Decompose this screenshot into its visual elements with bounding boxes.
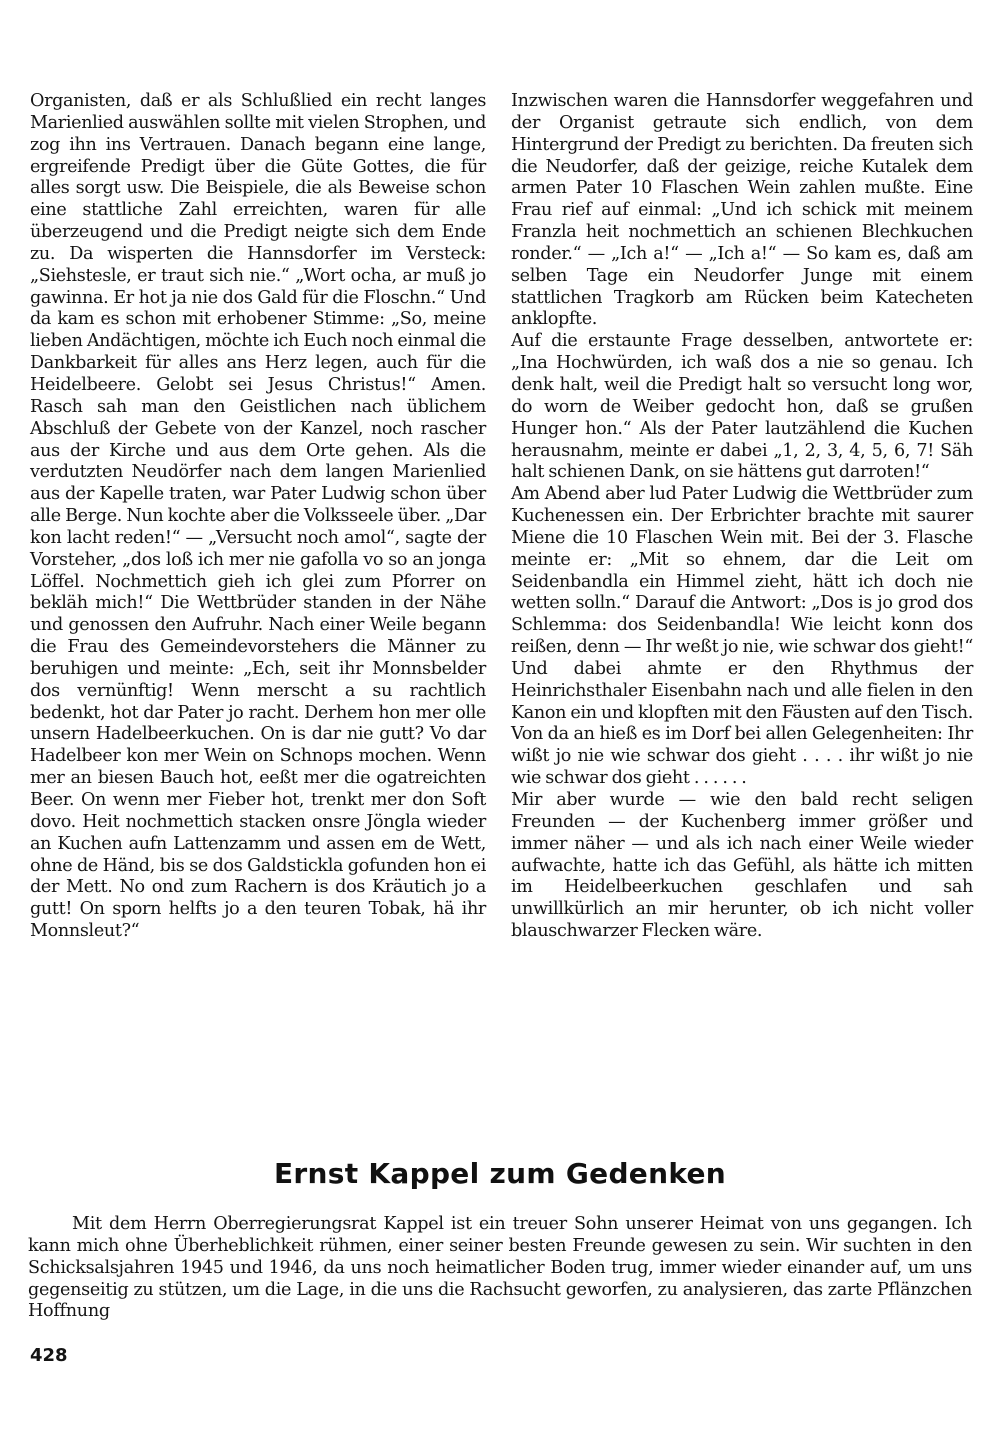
right-column-paragraph: Inzwischen waren die Hannsdorfer weggefahren und der Organist getraute sich endlich, von dem Hintergrund der Predigt zu berichten. Da freuten sich die Neudorfer, daß der geizige, reiche Kutalek dem armen Pater 10 Flaschen Wein zahlen mußte. Eine Frau rief auf einmal: „Und ich schick mit meinem Franzla heit nochmettich an schienen Blechkuchen ronder.“ — „Ich a!“ — „Ich a!“ — So kam es, daß am selben Tage ein Neudorfer Junge mit einem stattlichen Tragkorb am Rücken beim Katecheten anklopfte. — [511, 91, 973, 330]
right-column-paragraph: Mir aber wurde — wie den bald recht seligen Freunden — der Kuchenberg immer größer und immer näher — und als ich nach einer Weile wieder aufwachte, hatte ich das Gefühl, als hätte ich mitten im Heidelbeerkuchen geschlafen und sah unwillkürlich an mir herunter, ob ich nicht voller blauschwarzer Flecken wäre. — [511, 790, 973, 942]
article-title: Ernst Kappel zum Gedenken — [273, 1157, 727, 1190]
left-column-paragraph: Organisten, daß er als Schlußlied ein recht langes Marienlied auswählen sollte mit vielen Strophen, und zog ihn ins Vertrauen. Danach begann eine lange, ergreifende Predigt über die Güte Gottes, die für alles sorgt usw. Die Beispiele, die als Beweise schon eine stattliche Zahl erreichten, waren für alle überzeugend und die Predigt neigte sich dem Ende zu. Da wisperten die Hannsdorfer im Versteck: „Siehstesle, er traut sich nie.“ „Wort ocha, ar muß jo gawinna. Er hot ja nie dos Gald für die Floschn.“ Und da kam es schon mit erhobener Stimme: „So, meine lieben Andächtigen, möchte ich Euch noch einmal die Dankbarkeit für alles ans Herz legen, auch für die Heidelbeere. Gelobt sei Jesus Christus!“ Amen. Rasch sah man den Geistlichen nach üblichem Abschluß der Gebete von der Kanzel, noch rascher aus der Kirche und aus dem Orte gehen. Als die verdutzten Neudörfer nach dem langen Marienlied aus der Kapelle traten, war Pater Ludwig schon über alle Berge. Nun kochte aber die Volksseele über. „Dar kon lacht reden!“ — „Versucht noch amol“, sagte der Vorsteher, „dos loß ich mer nie gafolla vo so an jonga Löffel. Nochmettich gieh ich glei zum Pforrer on bekläh mich!“ Die Wettbrüder standen in der Nähe und genossen den Aufruhr. Nach einer Weile begann die Frau des Gemeindevorstehers die Männer zu beruhigen und meinte: „Ech, seit ihr Monnsbelder dos vernünftig! Wenn merscht a su rachtlich bedenkt, hot dar Pater jo racht. Derhem hon mer olle unsern Hadelbeerkuchen. On is dar nie gutt? Vo dar Hadelbeer kon mer Wein on Schnops mochen. Wenn mer an biesen Bauch hot, eeßt mer die ogatreichten Beer. On wenn mer Fieber hot, trenkt mer don Soft dovo. Heit nochmettich stacken onsre Jöngla wieder an Kuchen aufn Lattenzamm und assen em de Wett, ohne de Händ, bis se dos Galdstickla gofunden hon ei der Mett. No ond zum Rachern is dos Kräutich jo a gutt! On sporn helfts jo a den teuren Tobak, hä ihr Monnsleut?“ — [30, 91, 486, 942]
right-column-paragraph: Auf die erstaunte Frage desselben, antwortete er: „Ina Hochwürden, ich waß dos a nie so genau. Ich denk halt, weil die Predigt halt so versucht long wor, do worn de Weiber gedocht hon, daß se grußen Hunger hon.“ Als der Pater lautzählend die Kuchen herausnahm, meinte er dabei „1, 2, 3, 4, 5, 6, 7! Säh halt schienen Dank, on sie hättens gut darroten!“ — [511, 331, 973, 483]
right-column — [511, 91, 973, 943]
page-number: 428 — [30, 1345, 68, 1366]
right-column-paragraph: Am Abend aber lud Pater Ludwig die Wettbrüder zum Kuchenessen ein. Der Erbrichter brachte mit saurer Miene die 10 Flaschen Wein mit. Bei der 3. Flasche meinte er: „Mit so ehnem, dar die Leit om Seidenbandla ein Himmel zieht, hätt ich doch nie wetten solln.“ Darauf die Antwort: „Dos is jo grod dos Schlemma: dos Seidenbandla! Wie leicht konn dos reißen, denn — Ihr weßt jo nie, wie schwar dos gieht!“ Und dabei ahmte er den Rhythmus der Heinrichsthaler Eisenbahn nach und alle fielen in den Kanon ein und klopften mit den Fäusten auf den Tisch. Von da an hieß es im Dorf bei allen Gelegenheiten: Ihr wißt jo nie wie schwar dos gieht . . . . ihr wißt jo nie wie schwar dos gieht . . . . . . — [511, 484, 973, 789]
left-column — [30, 91, 486, 943]
article-body: Mit dem Herrn Oberregierungsrat Kappel ist ein treuer Sohn unserer Heimat von uns gegangen. Ich kann mich ohne Überheblichkeit rühmen, einer seiner besten Freunde gewesen zu sein. Wir suchten in den Schicksalsjahren 1945 und 1946, da uns noch heimatlicher Boden trug, immer wieder einander auf, um uns gegenseitig zu stützen, um die Lage, in die uns die Rachsucht geworfen, zu analysieren, das zarte Pflänzchen Hoffnung — [28, 1214, 972, 1322]
